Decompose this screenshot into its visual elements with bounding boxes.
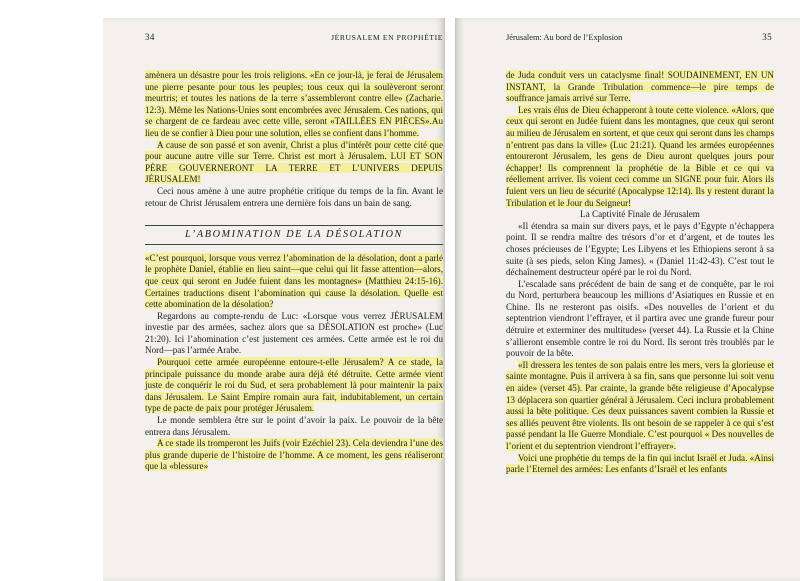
paragraph: amènera un désastre pour les trois religions. «En ce jour-là, je ferai de Jérusalem une pierre pesante pour tous les peuples; tous ceux qui la soulèveront seront meurtris; et toutes les nations de la terre s’assembleront contre elle» (Zacharie. 12:3). Même les Nations-Unies sont encombrées avec Jérusalem. Ces nations, qui se chargent de ce fardeau avec cette ville, seront «TAILLÉES EN PIÈCES».Au lieu de se confier à Dieu pour une solution, elles se confient dans l’homme. (145, 70, 443, 138)
left-page-header (145, 32, 443, 44)
paragraph: A cause de son passé et son avenir, Christ a plus d’intérêt pour cette cité que pour aucune autre ville sur Terre. Christ est mort à Jérusalem. LUI ET SON PÈRE GOUVERNERONT LA TERRE ET L’UNIVERS DEPUIS JÉRUSALEM! (145, 139, 443, 185)
paragraph: Regardons au compte-rendu de Luc: «Lorsque vous verrez JÉRUSALEM investie par des armées, sachez alors que sa DÉSOLATION est proche» (Luc 21:20). Ici l’abomination c’est justement ces armées. Cette armée est le roi du Nord—pas l’armée Arabe. (145, 310, 443, 356)
book-gutter (445, 18, 455, 581)
paragraph: Pourquoi cette armée européenne entoure-t-elle Jérusalem? A ce stade, la principale puissance du monde arabe aura déjà été détruite. Cette armée vient juste de conquérir le roi du Sud, et sera probablement là pour maintenir la paix dans Jérusalem. Le Saint Empire romain aura fait, indubitablement, un certain type de pacte de paix pour protéger Jérusalem. (145, 357, 443, 414)
paragraph: Les vrais élus de Dieu échapperont à toute cette violence. «Alors, que ceux qui seront en Judée fuient dans les montagnes, que ceux qui seront au milieu de Jérusalem en sortent, et que ceux qui seront dans les champs n’entrent pas dans la ville» (Luc 21:21). Quand les armées européennes entoureront Jérusalem, les gens de Dieu auront quelques jours pour échapper! Ils comprennent la prophétie de la Bible et ce qui va réellement arriver. Ils voient ceci comme un SIGNE pour fuir. Alors ils fuient vers un lieu de sécurité (Apocalypse 12:14). Ils y restent durant la Tribulation et le Jour du Seigneur! (506, 104, 774, 208)
paragraph: A ce stade ils tromperont les Juifs (voir Ezéchiel 23). Cela deviendra l’une des plus grande duperie de l’histoire de l’homme. A ce moment, les gens réaliseront que la «blessure» (145, 438, 443, 472)
paragraph: Le monde semblera être sur le point d’avoir la paix. Le pouvoir de la bête entrera dans Jérusalem. (145, 415, 443, 437)
left-page-number: 34 (145, 32, 155, 42)
paragraph: de Juda conduit vers un cataclysme final! SOUDAINEMENT, EN UN INSTANT, la Grande Tribulation commence—le pire temps de souffrance jamais arrivé sur Terre. (506, 70, 774, 104)
paragraph: Voici une prophétie du temps de la fin qui inclut Israël et Juda. «Ainsi parle l’Eternel des armées: Les enfants d’Israël et les enfants (506, 452, 774, 475)
section-title: L’ABOMINATION DE LA DÉSOLATION (145, 225, 443, 245)
paragraph: «Il dressera les tentes de son palais entre les mers, vers la glorieuse et sainte montagne. Puis il arrivera à sa fin, sans que personne lui soit venu en aide» (verset 45). Par crainte, la grande bête religieuse d’Apocalypse 13 déplacera son quartier général à Jérusalem. Ceci inclura probablement aussi la bête politique. Ces deux puissances savent combien la Russie et ses alliés peuvent être violents. Ils ont besoin de se rappeler à ce qui s’est passé pendant la IIe Guerre Mondiale. C’est pourquoi « Des nouvelles de l’orient et du septentrion viendront l’effrayer». (506, 359, 774, 451)
paragraph: «C’est pourquoi, lorsque vous verrez l’abomination de la désolation, dont a parlé le prophète Daniel, établie en lieu saint—que celui qui lit fasse attention—alors, que ceux qui seront en Judée fuient dans les montagnes» (Matthieu 24:15-16). Certaines traductions disent l’abomination qui cause la désolation. Quelle est cette abomination de la désolation? (145, 252, 443, 310)
paragraph: «Il étendra sa main sur divers pays, et le pays d’Egypte n’échappera point. Il se rendra maître des trésors d’or et d’argent, et de toutes les choses précieuses de l’Egypte; Les Libyens et les Ethiopiens seront à sa suite (à ses pieds, selon King James). « (Daniel 11:42-43). C’est tout le déchaînement destructeur opéré par le roi du Nord. (506, 220, 774, 278)
right-page-header (506, 32, 772, 44)
paragraph: L’escalade sans précédent de bain de sang et de conquête, par le roi du Nord, perturbera beaucoup les millions d’Asiatiques en Russie et en Chine. Ils ne resteront pas oisifs. «Des nouvelles de l’orient et du septentrion viendront l’effrayer, et il partira avec une grande fureur pour détruire et exterminer des multitudes» (verset 44). La Russie et la Chine s’allieront ensemble contre le roi du Nord. Ils seront très troublés par le pouvoir de la bête. (506, 278, 774, 359)
paragraph: Ceci nous amène à une autre prophétie critique du temps de la fin. Avant le retour de Christ Jérusalem entrera une dernière fois dans un bain de sang. (145, 185, 443, 208)
right-page-number: 35 (762, 32, 772, 42)
subheading: La Captivité Finale de Jérusalem (580, 209, 700, 220)
right-text-column (506, 70, 774, 476)
left-text-column (145, 70, 443, 473)
right-running-title: Jérusalem: Au bord de l’Explosion (506, 33, 623, 42)
left-running-title: JÉRUSALEM EN PROPHÉTIE (331, 33, 443, 42)
